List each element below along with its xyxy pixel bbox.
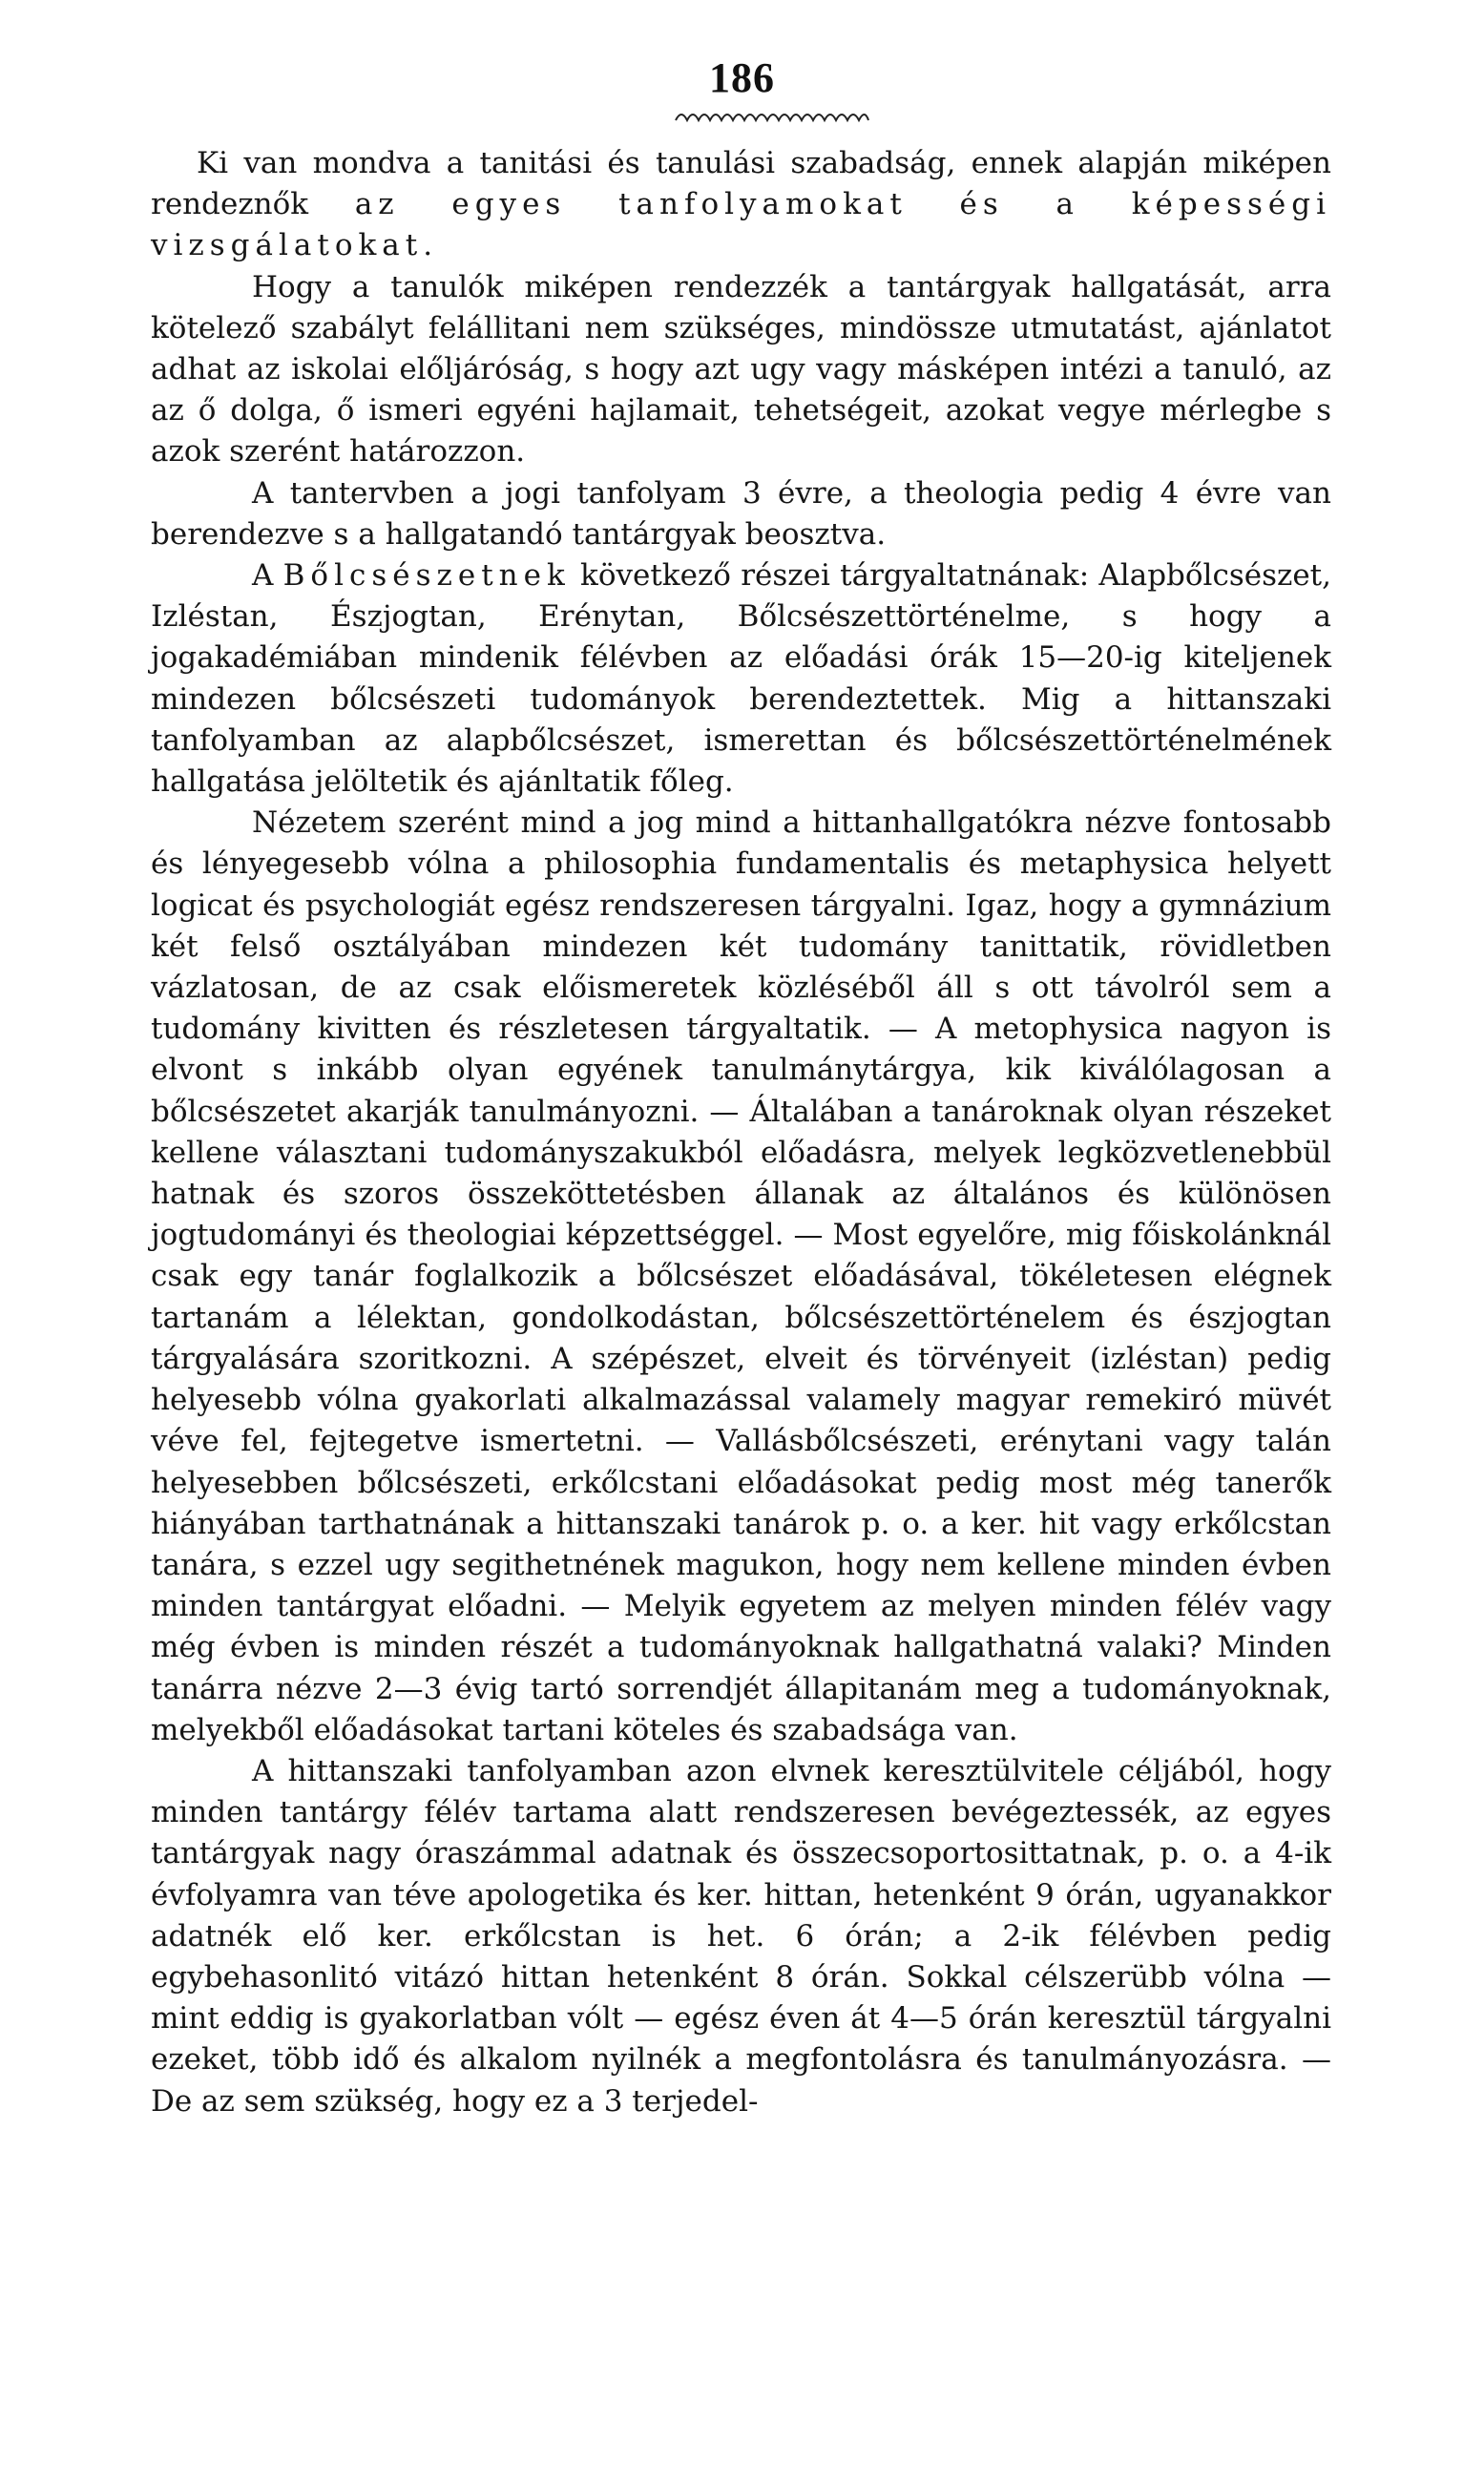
spaced-emphasis-text: Bőlcsészetnek <box>282 558 571 594</box>
body-text <box>151 143 1331 2122</box>
paragraph-text: Hogy a tanulók miképen rendezzék a tantárgyak hallgatását, arra kötelező szabályt felállitani nem szükséges, mindössze utmutatást, ajánlatot adhat az iskolai előljáróság, s hogy azt ugy vagy másképen intézi a tanuló, az az ő dolga, ő ismeri egyéni hajlamait, tehetségeit, azokat vegye mérlegbe s azok szerént határozzon. <box>151 269 1331 470</box>
spaced-emphasis-text: az egyes tanfolyamokat és a képességi vizsgálatokat. <box>151 187 1331 263</box>
paragraph <box>151 555 1331 803</box>
paragraph-text: Ki van mondva a tanitási és tanulási szabadság, ennek alapján miképen rendeznők <box>151 146 1331 222</box>
paragraph <box>151 267 1331 473</box>
paragraph <box>151 473 1331 555</box>
page-number: 186 <box>709 54 775 101</box>
paragraph-text: A <box>252 558 283 594</box>
paragraph <box>151 803 1331 1751</box>
paragraph <box>151 143 1331 267</box>
paragraph-text: következő részei tárgyaltatnának: Alapbőlcsészet, Izléstan, Észjogtan, Erénytan, Bőlcsészettörténelme, s hogy a jogakadémiában mindenik félévben az előadási órák 15—20-ig kiteljenek mindezen bőlcsészeti tudományok berendeztettek. Mig a hittanszaki tanfolyamban az alapbőlcsészet, ismerettan és bőlcsészettörténelmének hallgatása jelöltetik és ajánltatik főleg. <box>151 558 1331 800</box>
paragraph-text: A hittanszaki tanfolyamban azon elvnek keresztülvitele céljából, hogy minden tantárgy félév tartama alatt rendszeresen bevégeztessék, az egyes tantárgyak nagy óraszámmal adatnak és összecsoportosittatnak, p. o. a 4-ik évfolyamra van téve apologetika és ker. hittan, hetenként 9 órán, ugyanakkor adatnék elő ker. erkőlcstan is het. 6 órán; a 2-ik félévben pedig egybehasonlitó vitázó hittan hetenként 8 órán. Sokkal célszerübb vólna — mint eddig is gyakorlatban vólt — egész éven át 4—5 órán keresztül tárgyalni ezeket, több idő és alkalom nyilnék a megfontolásra és tanulmányozásra. — De az sem szükség, hogy ez a 3 terjedel- <box>151 1753 1331 2119</box>
paragraph-text: Nézetem szerént mind a jog mind a hittanhallgatókra nézve fontosabb és lényegesebb vólna a philosophia fundamentalis és metaphysica helyett logicat és psychologiát egész rendszeresen tárgyalni. Igaz, hogy a gymnázium két felső osztályában mindezen két tudomány tanittatik, rövidletben vázlatosan, de az csak előismeretek közléséből áll s ott távolról sem a tudomány kivitten és részletesen tárgyaltatik. — A metophysica nagyon is elvont s inkább olyan egyének tanulmánytárgya, kik kiválólagosan a bőlcsészetet akarják tanulmányozni. — Általában a tanároknak olyan részeket kellene választani tudományszakukból előadásra, melyek legközvetlenebbül hatnak és szoros összeköttetésben állanak az általános és különösen jogtudományi és theologiai képzettséggel. — Most egyelőre, mig főiskolánknál csak egy tanár foglalkozik a bőlcsészet előadásával, tökéletesen elégnek tartanám a lélektan, gondolkodástan, bőlcsészettörténelem és észjogtan tárgyalására szoritkozni. A szépészet, elveit és törvényeit (izléstan) pedig helyesebb vólna gyakorlati alkalmazással valamely magyar remekiró müvét véve fel, fejtegetve ismertetni. — Vallásbőlcsészeti, erénytani vagy talán helyesebben bőlcsészeti, erkőlcstani előadásokat pedig most még tanerők hiányában tarthatnának a hittanszaki tanárok p. o. a ker. hit vagy erkőlcstan tanára, s ezzel ugy segithetnének magukon, hogy nem kellene minden évben minden tantárgyat előadni. — Melyik egyetem az melyen minden félév vagy még évben is minden részét a tudományoknak hallgathatná valaki? Minden tanárra nézve 2—3 évig tartó sorrendjét állapitanám meg a tudományoknak, melyekből előadásokat tartani köteles és szabadsága van. <box>151 805 1331 1747</box>
paragraph <box>151 1751 1331 2122</box>
decorative-rule <box>674 107 870 128</box>
paragraph-text: A tantervben a jogi tanfolyam 3 évre, a theologia pedig 4 évre van berendezve s a hallgatandó tantárgyak beosztva. <box>151 475 1331 552</box>
